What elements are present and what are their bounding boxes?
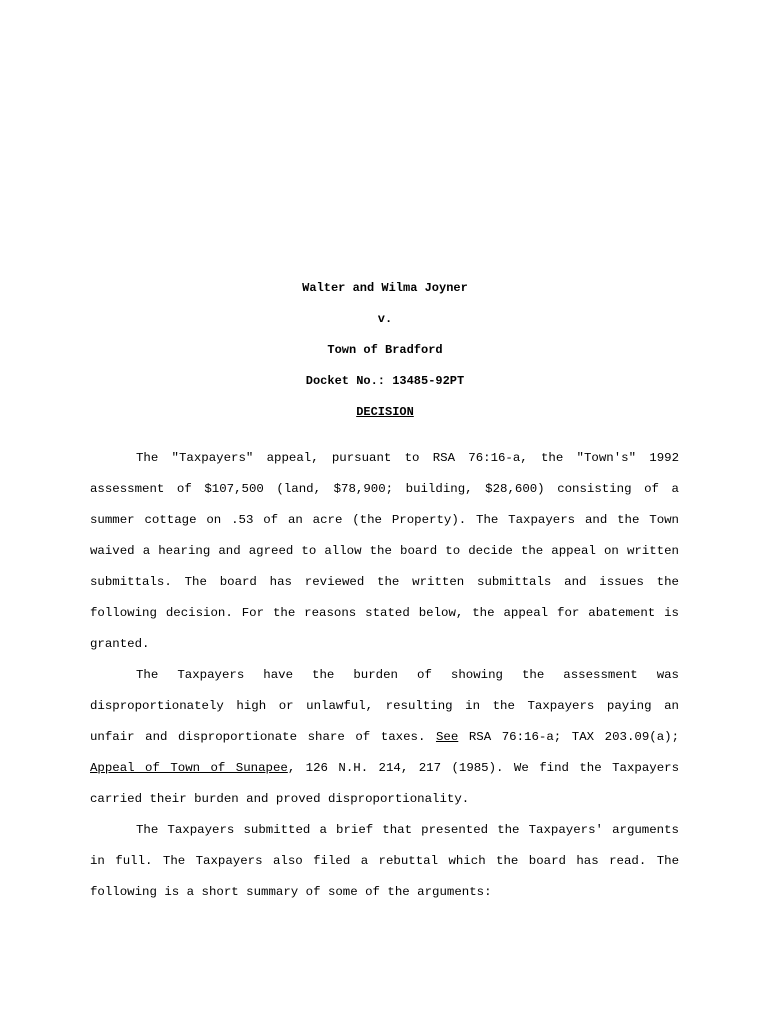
paragraph-1-line-1: The "Taxpayers" appeal, pursuant to RSA 76:16-a, the "Town's" 1992 [136,451,679,465]
respondent-name: Town of Bradford [327,343,443,357]
paragraph-1-line-2: assessment of $107,500 (land, $78,900; building, $28,600) consisting of a [90,482,679,496]
paragraph-1-line-7: granted. [90,637,150,651]
paragraph-1-line-6: following decision. For the reasons stated below, the appeal for abatement is [90,606,679,620]
versus-label: v. [377,312,393,326]
paragraph-1-line-4: waived a hearing and agreed to allow the board to decide the appeal on written [90,544,679,558]
paragraph-2-line-3-text: unfair and disproportionate share of taxes. [90,730,436,744]
paragraph-3-line-3: following is a short summary of some of the arguments: [90,885,492,899]
paragraph-2-line-1: The Taxpayers have the burden of showing the assessment was [136,668,679,682]
paragraph-3-line-1: The Taxpayers submitted a brief that presented the Taxpayers' arguments [136,823,679,837]
paragraph-3-line-2: in full. The Taxpayers also filed a rebuttal which the board has read. The [90,854,679,868]
paragraph-2-line-4-text: , 126 N.H. 214, 217 (1985). We find the Taxpayers [287,761,679,775]
see-citation-signal: See [435,730,459,744]
paragraph-2-line-4 [90,761,679,775]
case-citation: Appeal of Town of Sunapee [90,761,288,775]
paragraph-2-line-3 [90,730,679,744]
paragraph-1-line-5: submittals. The board has reviewed the written submittals and issues the [90,575,679,589]
paragraph-2-line-5: carried their burden and proved disproportionality. [90,792,470,806]
decision-heading: DECISION [356,405,414,419]
docket-number: Docket No.: 13485-92PT [305,374,465,388]
paragraph-2-line-2: disproportionately high or unlawful, resulting in the Taxpayers paying an [90,699,679,713]
petitioners-name: Walter and Wilma Joyner [302,281,468,295]
paragraph-1-line-3: summer cottage on .53 of an acre (the Property). The Taxpayers and the Town [90,513,679,527]
paragraph-2-line-3-citation: RSA 76:16-a; TAX 203.09(a); [458,730,680,744]
